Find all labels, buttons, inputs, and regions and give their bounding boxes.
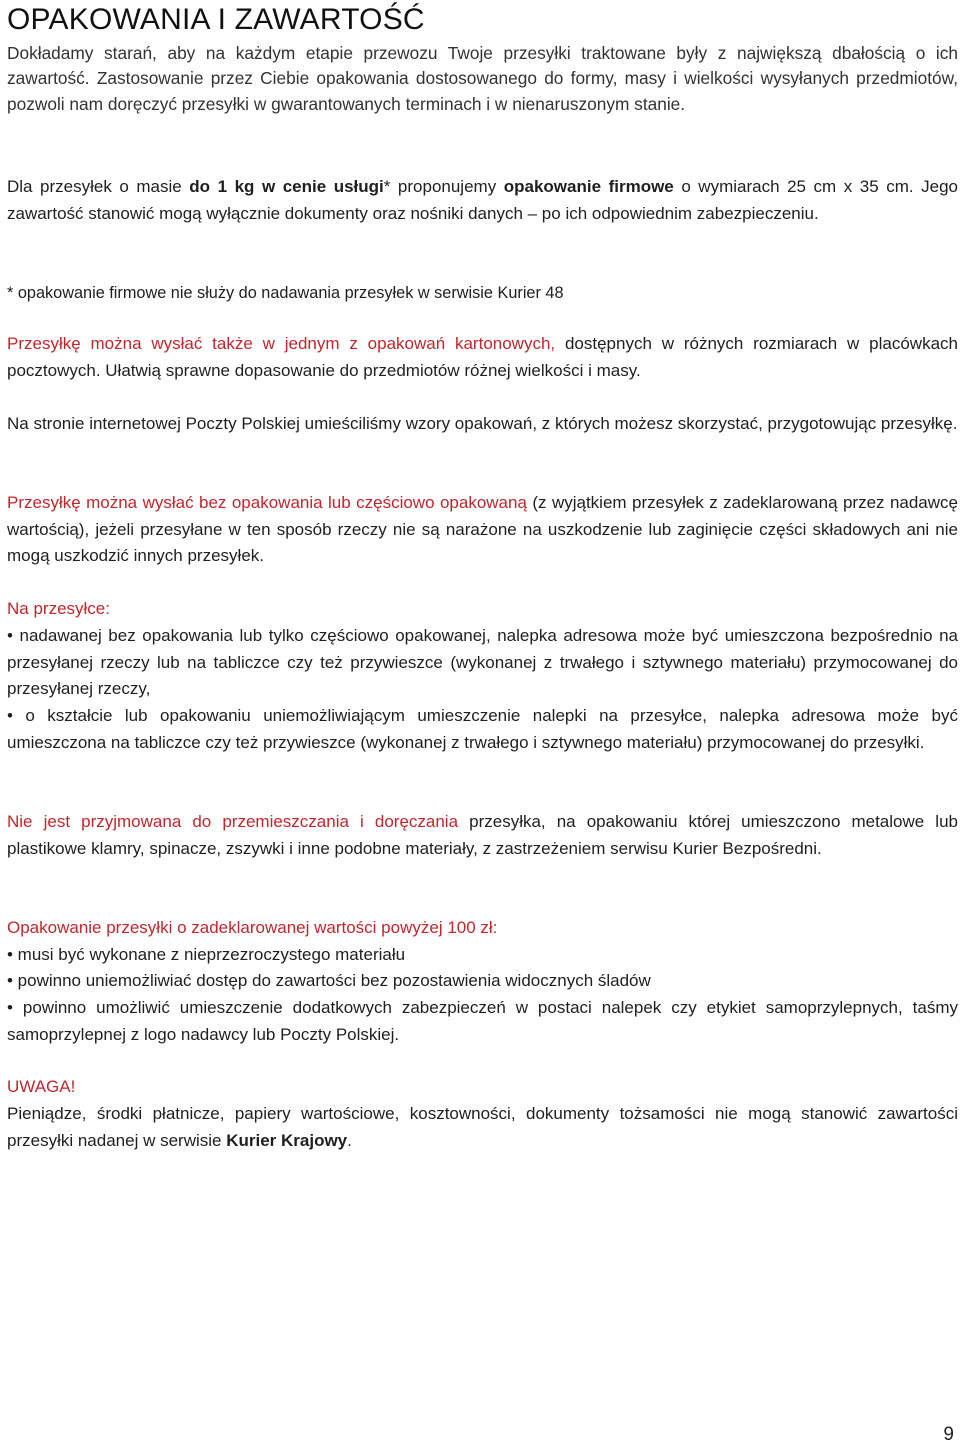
on-parcel-heading: Na przesyłce: (7, 599, 110, 618)
warning-heading: UWAGA! (7, 1077, 76, 1096)
declared-value-item-3: • powinno umożliwić umieszczenie dodatkowych zabezpieczeń w postaci nalepek czy etykiet samoprzylepnych, taśmy samoprzylepnej z logo nadawcy lub Poczty Polskiej. (7, 998, 958, 1044)
p1-text-1: Dla przesyłek o masie (7, 177, 190, 196)
p1-bold-2: opakowanie firmowe (503, 177, 674, 196)
cardboard-rest: dostępnych w różnych rozmiarach w placówkach pocztowych. Ułatwią sprawne dopasowanie do przedmiotów różnej wielkości i masy. (7, 334, 958, 380)
no-packaging-rest: (z wyjątkiem przesyłek z zadeklarowaną przez nadawcę wartością), jeżeli przesyłane w ten sposób rzeczy nie są narażone na uszkodzenie lub zaginięcie części składowych ani nie mogą uszkodzić innych przesyłek. (7, 493, 958, 565)
page-title: OPAKOWANIA I ZAWARTOŚĆ (7, 3, 425, 36)
declared-value-item-2: • powinno uniemożliwiać dostęp do zawartości bez pozostawienia widocznych śladów (7, 971, 651, 990)
warning-service-name: Kurier Krajowy (226, 1130, 348, 1150)
p1-text-3: o wymiarach 25 cm x 35 cm. Jego zawartość stanowić mogą wyłącznie dokumenty oraz nośniki danych – po ich odpowiednim zabezpieczeniu. (7, 177, 959, 223)
company-packaging-paragraph (7, 174, 958, 227)
p1-bold-1: do 1 kg w cenie usługi (189, 177, 384, 196)
not-accepted-rest: przesyłka, na opakowaniu której umieszczono metalowe lub plastikowe klamry, spinacze, zszywki i inne podobne materiały, z zastrzeżeniem serwisu Kurier Bezpośredni. (7, 812, 958, 858)
on-parcel-item-2: • o kształcie lub opakowaniu uniemożliwiającym umieszczenie nalepki na przesyłce, nalepka adresowa może być umieszczona na tabliczce czy też przywieszce (wykonanej z trwałego i sztywnego materiału) przymocowanej do przesyłki. (7, 706, 958, 752)
footnote: * opakowanie firmowe nie służy do nadawania przesyłek w serwisie Kurier 48 (7, 284, 564, 302)
cardboard-highlight: Przesyłkę można wysłać także w jednym z opakowań kartonowych, (7, 334, 556, 353)
warning-end: . (347, 1130, 352, 1150)
warning-text (7, 1101, 958, 1154)
declared-value-item-1: • musi być wykonane z nieprzezroczystego materiału (7, 945, 406, 964)
no-packaging-highlight: Przesyłkę można wysłać bez opakowania lub częściowo opakowaną (7, 493, 527, 512)
intro-paragraph: Dokładamy starań, aby na każdym etapie przewozu Twoje przesyłki traktowane były z największą dbałością o ich zawartość. Zastosowanie przez Ciebie opakowania dostosowanego do formy, masy i wielkości wysyłanych przedmiotów, pozwoli nam doręczyć przesyłki w gwarantowanych terminach i w nienaruszonym stanie. (7, 43, 958, 114)
p1-text-2: * proponujemy (383, 177, 504, 196)
cardboard-paragraph (7, 331, 958, 384)
no-packaging-paragraph (7, 490, 958, 570)
page-number: 9 (943, 1424, 954, 1445)
not-accepted-highlight: Nie jest przyjmowana do przemieszczania i doręczania (7, 812, 459, 831)
warning-body: Pieniądze, środki płatnicze, papiery wartościowe, kosztowności, dokumenty tożsamości nie mogą stanowić zawartości przesyłki nadanej w serwisie (7, 1104, 958, 1150)
declared-value-heading: Opakowanie przesyłki o zadeklarowanej wartości powyżej 100 zł: (7, 918, 498, 937)
on-parcel-item-1: • nadawanej bez opakowania lub tylko częściowo opakowanej, nalepka adresowa może być umieszczona bezpośrednio na przesyłanej rzeczy lub na tabliczce czy też przywieszce (wykonanej z trwałego i sztywnego materiału) przymocowanej do przesyłanej rzeczy, (7, 626, 958, 698)
not-accepted-paragraph (7, 809, 958, 862)
website-templates-paragraph: Na stronie internetowej Poczty Polskiej umieściliśmy wzory opakowań, z których możesz skorzystać, przygotowując przesyłkę. (7, 414, 958, 433)
